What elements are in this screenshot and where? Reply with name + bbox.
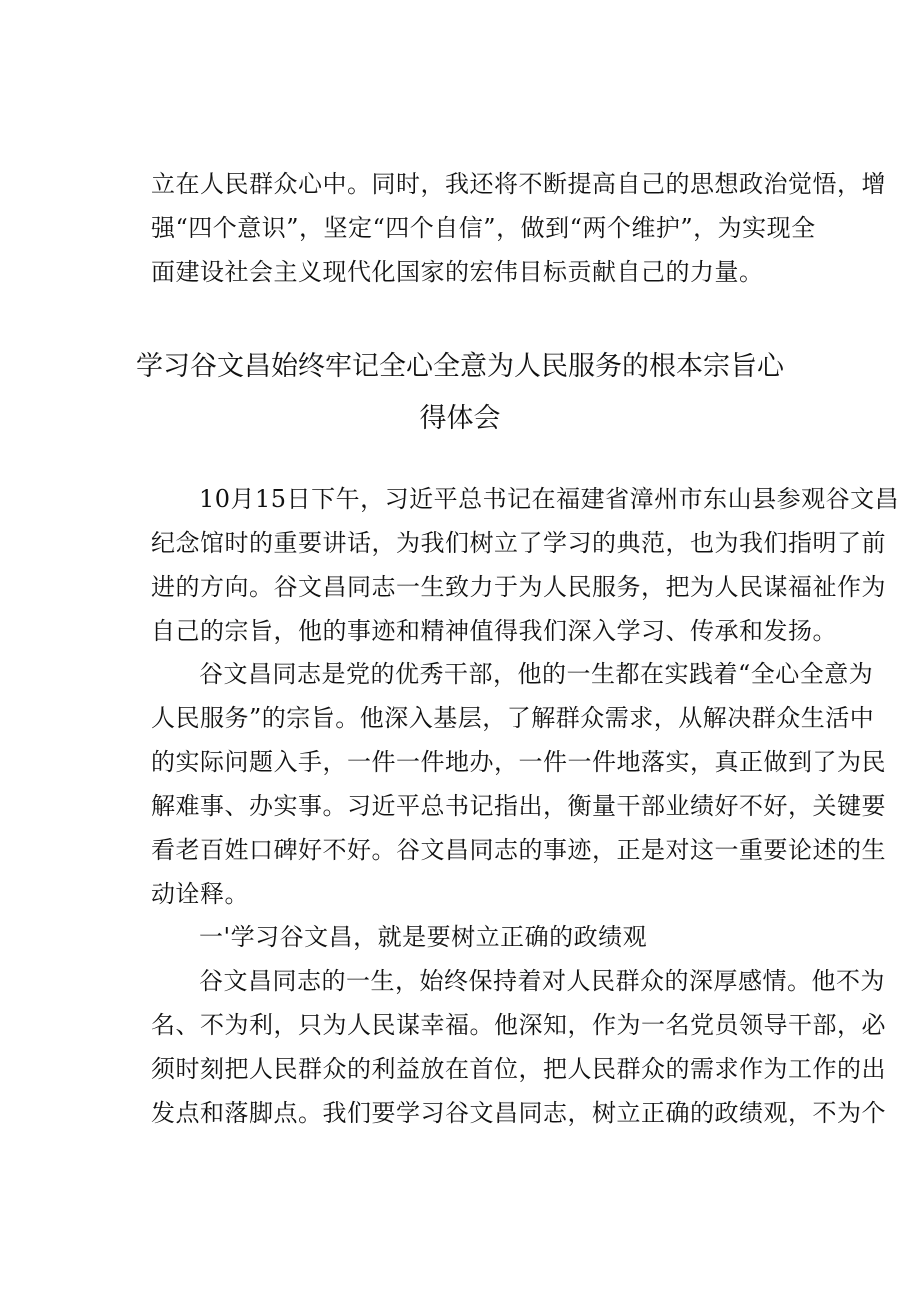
- article-title-line-1: 学习谷文昌始终牢记全心全意为人民服务的根本宗旨心: [136, 351, 784, 382]
- continuation-line: 强“四个意识”，坚定“四个自信”，做到“两个维护”，为实现全: [151, 214, 816, 242]
- paragraph-1-line: 纪念馆时的重要讲话，为我们树立了学习的典范，也为我们指明了前: [151, 529, 886, 557]
- continuation-line: 面建设社会主义现代化国家的宏伟目标贡献自己的力量。: [151, 258, 764, 286]
- paragraph-2-line: 谷文昌同志是党的优秀干部，他的一生都在实践着“全心全意为: [199, 660, 874, 688]
- paragraph-3-line: 谷文昌同志的一生，始终保持着对人民群众的深厚感情。他不为: [199, 967, 885, 995]
- paragraph-2-line: 解难事、办实事。习近平总书记指出，衡量干部业绩好不好，关键要: [151, 792, 886, 820]
- paragraph-1-line: 进的方向。谷文昌同志一生致力于为人民服务，把为人民谋福祉作为: [151, 573, 886, 601]
- paragraph-2-line: 人民服务”的宗旨。他深入基层，了解群众需求，从解决群众生活中: [151, 704, 875, 732]
- paragraph-3-line: 须时刻把人民群众的利益放在首位，把人民群众的需求作为工作的出: [151, 1055, 886, 1083]
- paragraph-3-line: 发点和落脚点。我们要学习谷文昌同志，树立正确的政绩观，不为个: [151, 1099, 886, 1127]
- article-title-line-2: 得体会: [419, 403, 501, 434]
- paragraph-3-line: 名、不为利，只为人民谋幸福。他深知，作为一名党员领导干部，必: [151, 1011, 886, 1039]
- continuation-line: 立在人民群众心中。同时，我还将不断提高自己的思想政治觉悟，增: [151, 170, 886, 198]
- section-heading: 一'学习谷文昌，就是要树立正确的政绩观: [199, 923, 648, 951]
- paragraph-1-line: 自己的宗旨，他的事迹和精神值得我们深入学习、传承和发扬。: [151, 617, 837, 645]
- paragraph-1-line: 10月15日下午，习近平总书记在福建省漳州市东山县参观谷文昌: [199, 485, 900, 513]
- paragraph-2-line: 的实际问题入手，一件一件地办，一件一件地落实，真正做到了为民: [151, 748, 886, 776]
- paragraph-2-line: 看老百姓口碑好不好。谷文昌同志的事迹，正是对这一重要论述的生: [151, 836, 886, 864]
- paragraph-2-line: 动诠释。: [151, 880, 249, 908]
